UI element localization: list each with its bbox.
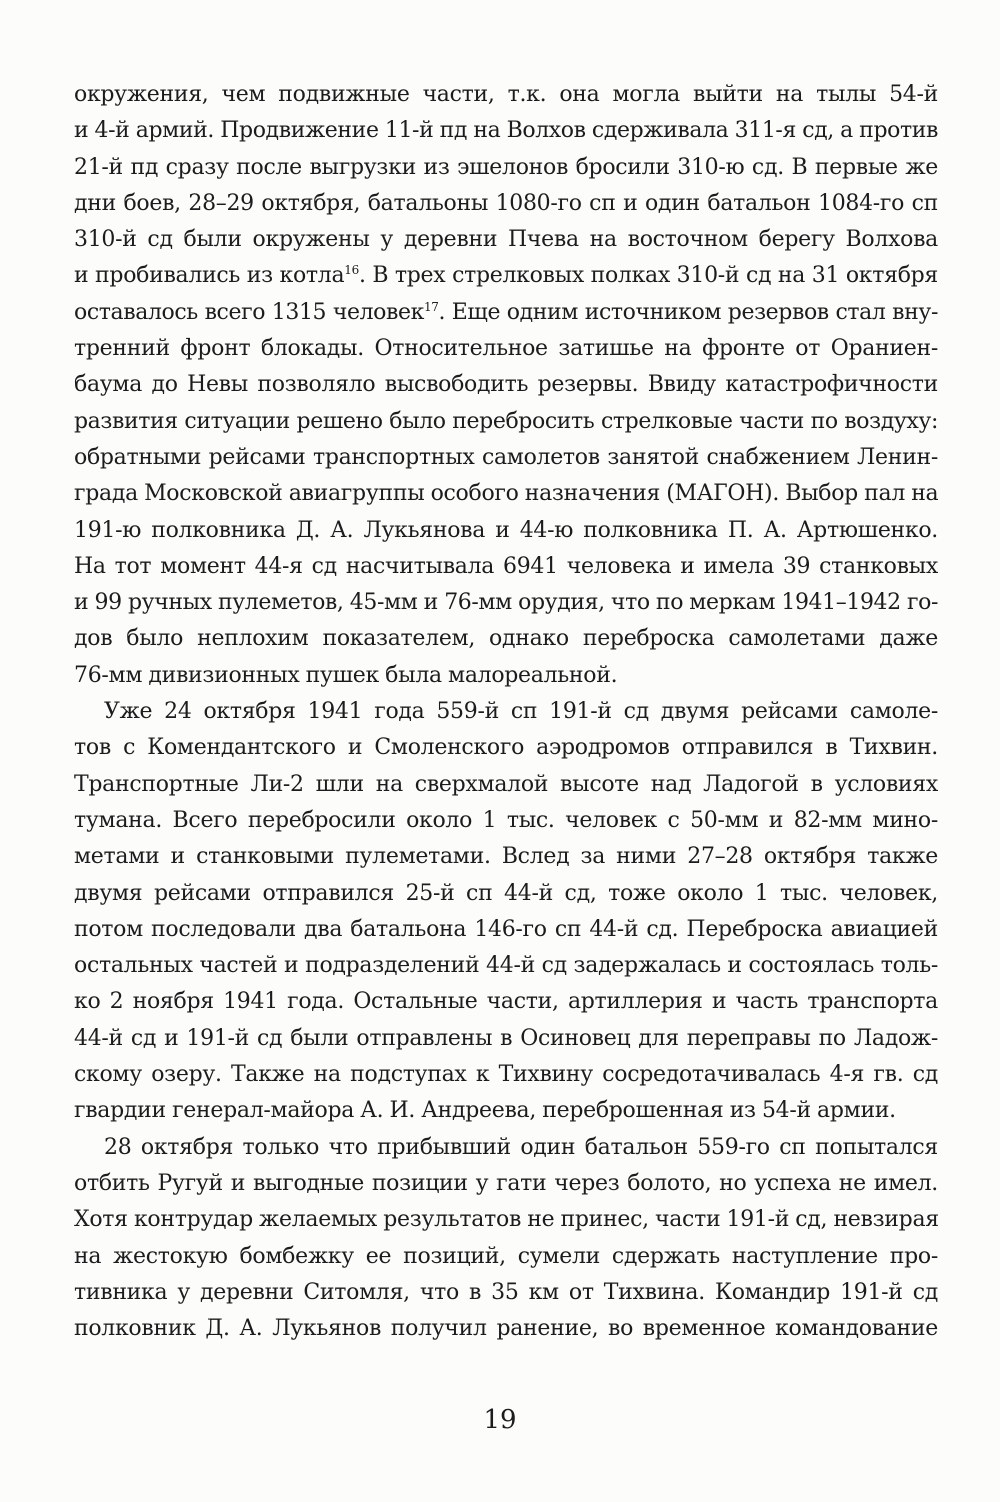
body-text (74, 77, 938, 1347)
text-line: 191-ю полковника Д. А. Лукьянова и 44-ю полковника П. А. Артюшенко. (74, 517, 938, 543)
text-line: отбить Ругуй и выгодные позиции у гати через болото, но успеха не имел. (74, 1170, 938, 1196)
text-fragment: и пробивались из котла (74, 263, 345, 289)
text-line: скому озеру. Также на подступах к Тихвину сосредотачивалась 4-я гв. сд (74, 1062, 938, 1088)
text-fragment: . Еще одним источником резервов стал вну- (438, 299, 938, 325)
text-line: тумана. Всего перебросили около 1 тыс. человек с 50-мм и 82-мм мино- (74, 807, 938, 833)
text-line (74, 258, 938, 294)
text-line: ко 2 ноября 1941 года. Остальные части, артиллерия и часть транспорта (74, 989, 938, 1015)
paragraph (74, 1130, 938, 1348)
text-line: двумя рейсами отправился 25-й сп 44-й сд, тоже около 1 тыс. человек, (74, 880, 938, 906)
text-fragment: . В трех стрелковых полках 310-й сд на 31 октября (358, 263, 938, 289)
text-line: и 99 ручных пулеметов, 45-мм и 76-мм орудия, что по меркам 1941–1942 го- (74, 590, 938, 616)
text-line: окружения, чем подвижные части, т.к. она могла выйти на тылы 54-й (74, 82, 938, 107)
paragraph (74, 77, 938, 694)
text-line: гвардии генерал-майора А. И. Андреева, переброшенная из 54-й армии. (74, 1098, 896, 1124)
text-line: На тот момент 44-я сд насчитывала 6941 человека и имела 39 станковых (74, 553, 938, 579)
text-line: баума до Невы позволяло высвободить резервы. Ввиду катастрофичности (74, 372, 938, 398)
text-line: дов было неплохим показателем, однако переброска самолетами даже (74, 626, 938, 652)
text-line: на жестокую бомбежку ее позиций, сумели сдержать наступление про- (74, 1243, 938, 1269)
text-fragment: оставалось всего 1315 человек (74, 299, 424, 325)
text-line: 76-мм дивизионных пушек была малореальной. (74, 662, 618, 688)
text-line: тренний фронт блокады. Относительное затишье на фронте от Ораниен- (74, 336, 938, 362)
text-line: развития ситуации решено было перебросить стрелковые части по воздуху: (74, 408, 938, 434)
paragraph (74, 694, 938, 1130)
page-number: 19 (483, 1405, 517, 1435)
text-line: града Московской авиагруппы особого назначения (МАГОН). Выбор пал на (74, 481, 939, 507)
text-line: 21-й пд сразу после выгрузки из эшелонов бросили 310-ю сд. В первые же (74, 154, 938, 180)
text-line: дни боев, 28–29 октября, батальоны 1080-го сп и один батальон 1084-го сп (74, 190, 938, 216)
text-line: Транспортные Ли-2 шли на сверхмалой высоте над Ладогой в условиях (74, 771, 938, 797)
text-line: и 4-й армий. Продвижение 11-й пд на Волхов сдерживала 311-я сд, а против (74, 118, 938, 144)
text-line: Уже 24 октября 1941 года 559-й сп 191-й сд двумя рейсами самоле- (104, 699, 938, 725)
footnote-ref: 17 (423, 299, 439, 314)
footnote-ref: 16 (344, 263, 359, 278)
text-line: 44-й сд и 191-й сд были отправлены в Осиновец для переправы по Ладож- (74, 1025, 938, 1051)
text-line: тивника у деревни Ситомля, что в 35 км от Тихвина. Командир 191-й сд (74, 1279, 938, 1305)
text-line: 28 октября только что прибывший один батальон 559-го сп попытался (104, 1134, 938, 1160)
text-line: Хотя контрудар желаемых результатов не принес, части 191-й сд, невзирая (74, 1207, 939, 1233)
text-line: 310-й сд были окружены у деревни Пчева на восточном берегу Волхова (74, 227, 938, 253)
text-line: полковник Д. А. Лукьянов получил ранение, во временное командование (74, 1316, 938, 1342)
text-line: тов с Комендантского и Смоленского аэродромов отправился в Тихвин. (74, 735, 938, 761)
text-line: остальных частей и подразделений 44-й сд задержалась и состоялась толь- (74, 953, 938, 979)
text-line: обратными рейсами транспортных самолетов занятой снабжением Ленин- (74, 444, 938, 470)
text-line: потом последовали два батальона 146-го сп 44-й сд. Переброска авиацией (74, 916, 938, 942)
text-line (74, 295, 938, 331)
text-line: метами и станковыми пулеметами. Вслед за ними 27–28 октября также (74, 844, 938, 870)
